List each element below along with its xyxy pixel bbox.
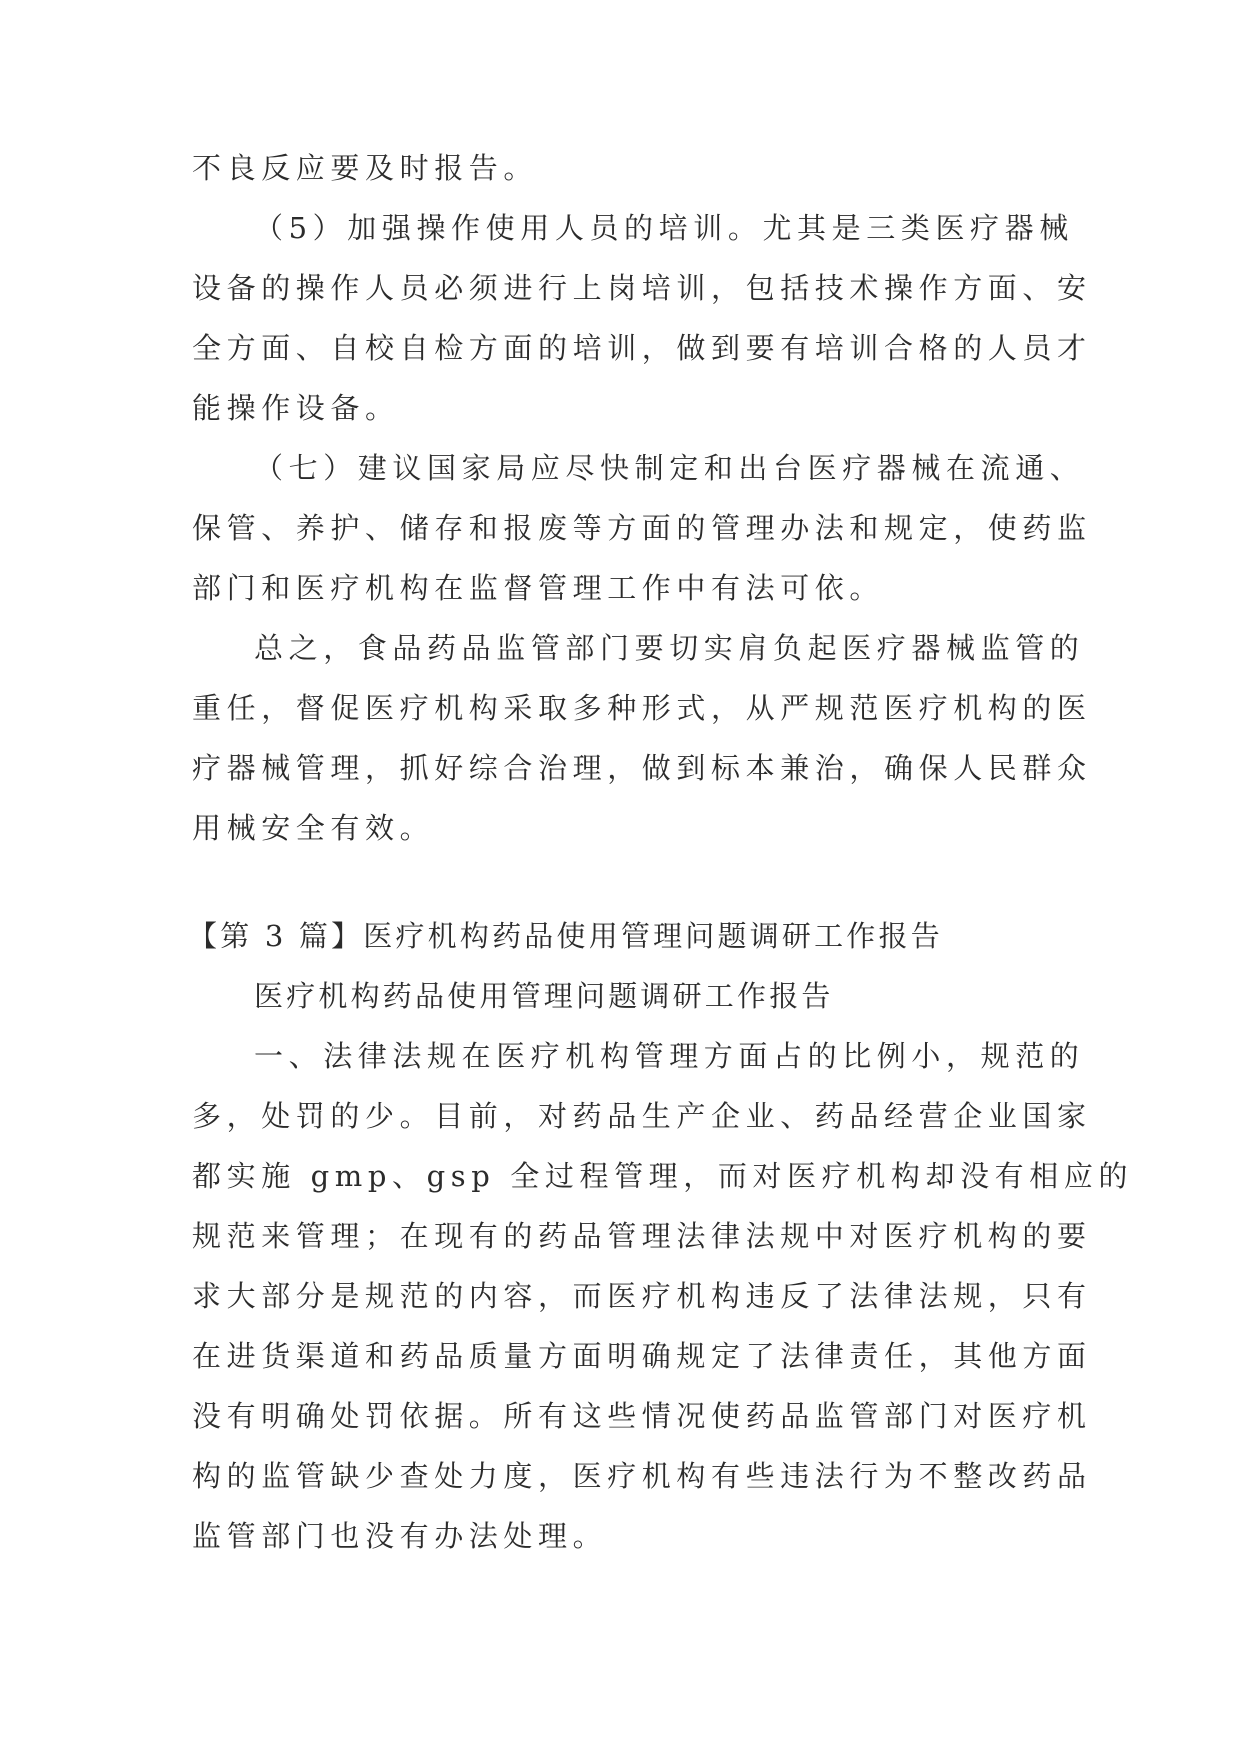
- text-line: （七）建议国家局应尽快制定和出台医疗器械在流通、: [254, 451, 1085, 485]
- text-line: 求大部分是规范的内容，而医疗机构违反了法律法规，只有: [192, 1279, 1092, 1313]
- text-line: 规范来管理；在现有的药品管理法律法规中对医疗机构的要: [192, 1219, 1092, 1253]
- text-line: 设备的操作人员必须进行上岗培训，包括技术操作方面、安: [192, 271, 1092, 305]
- text-line: 重任，督促医疗机构采取多种形式，从严规范医疗机构的医: [192, 691, 1092, 725]
- text-line: 保管、养护、储存和报废等方面的管理办法和规定，使药监: [192, 511, 1092, 545]
- text-line: 多，处罚的少。目前，对药品生产企业、药品经营企业国家: [192, 1099, 1092, 1133]
- text-line: 用械安全有效。: [192, 811, 435, 845]
- text-line: 能操作设备。: [192, 391, 400, 425]
- text-line: （5）加强操作使用人员的培训。尤其是三类医疗器械: [254, 211, 1074, 245]
- text-line: 构的监管缺少查处力度，医疗机构有些违法行为不整改药品: [192, 1459, 1092, 1493]
- text-line: 没有明确处罚依据。所有这些情况使药品监管部门对医疗机: [192, 1399, 1092, 1433]
- text-line: 一、法律法规在医疗机构管理方面占的比例小，规范的: [254, 1039, 1085, 1073]
- text-line: 疗器械管理，抓好综合治理，做到标本兼治，确保人民群众: [192, 751, 1092, 785]
- text-line: 监管部门也没有办法处理。: [192, 1519, 608, 1553]
- text-line: 在进货渠道和药品质量方面明确规定了法律责任，其他方面: [192, 1339, 1092, 1373]
- text-line: 部门和医疗机构在监督管理工作中有法可依。: [192, 571, 885, 605]
- text-line: 总之，食品药品监管部门要切实肩负起医疗器械监管的: [254, 631, 1085, 665]
- section-heading: 【第 3 篇】医疗机构药品使用管理问题调研工作报告: [188, 919, 943, 953]
- report-title: 医疗机构药品使用管理问题调研工作报告: [254, 979, 834, 1013]
- text-line: 全方面、自校自检方面的培训，做到要有培训合格的人员才: [192, 331, 1092, 365]
- text-line: 不良反应要及时报告。: [192, 151, 539, 185]
- text-line: 都实施 gmp、gsp 全过程管理，而对医疗机构却没有相应的: [192, 1159, 1134, 1193]
